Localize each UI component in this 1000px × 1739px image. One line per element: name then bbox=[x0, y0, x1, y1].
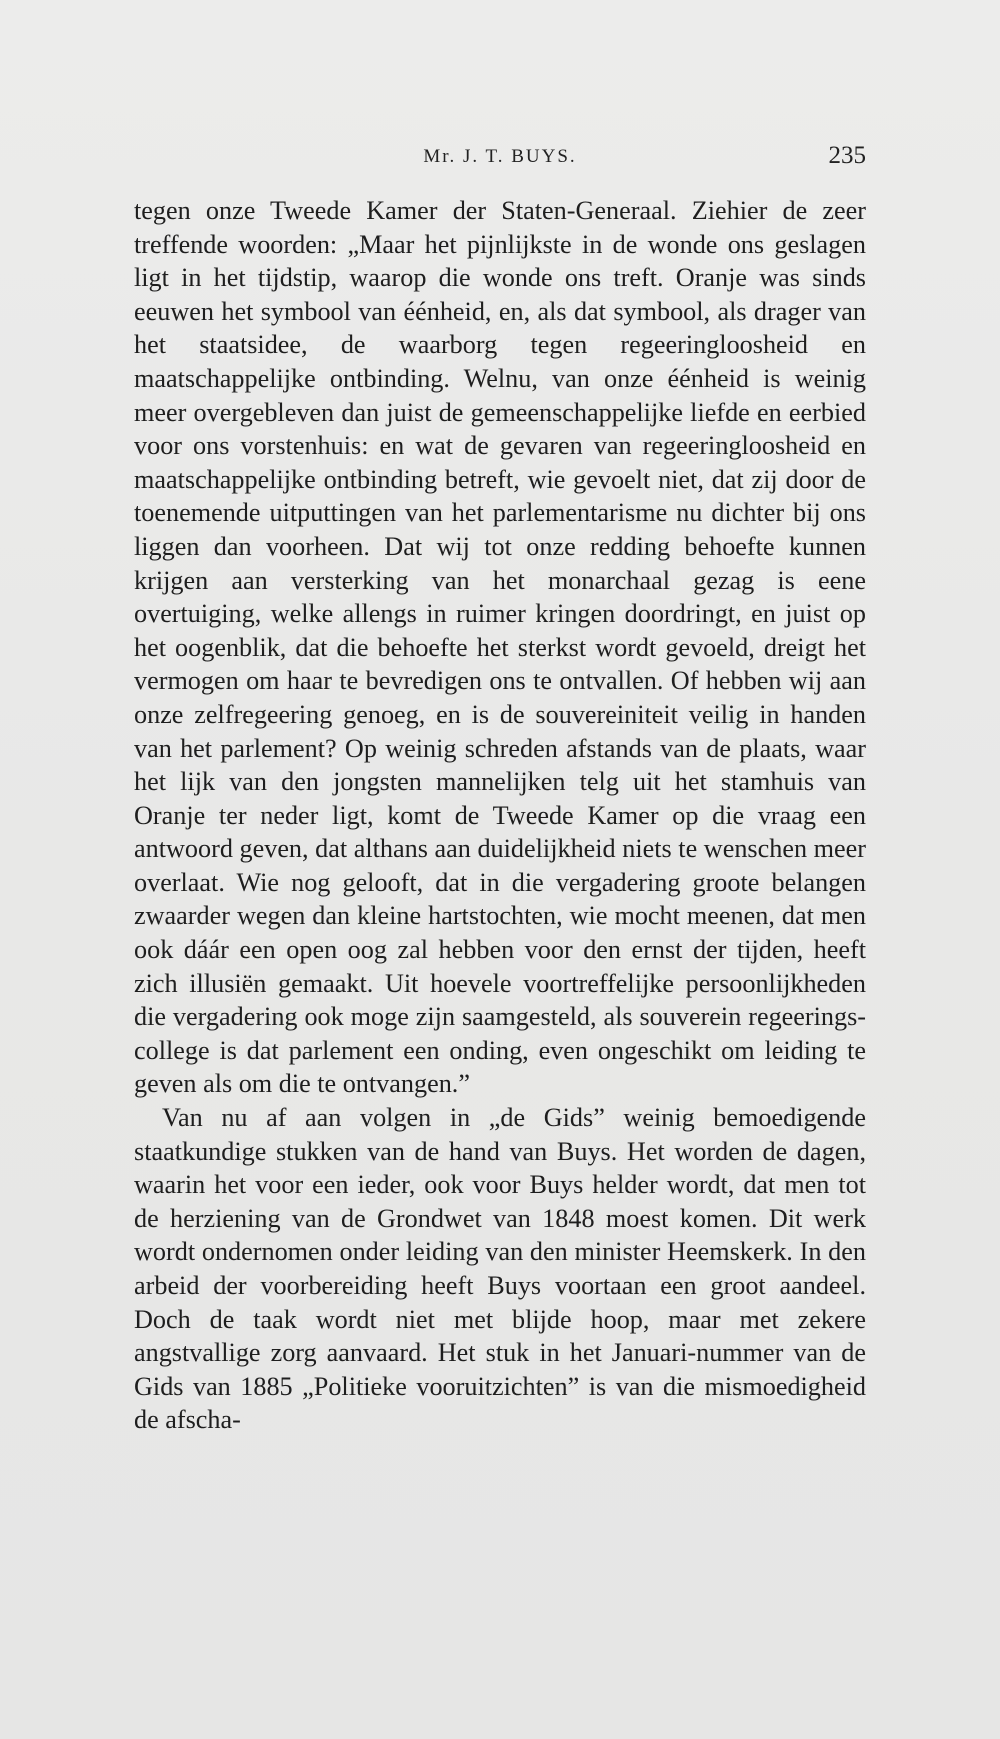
running-head bbox=[134, 142, 866, 176]
page-number: 235 bbox=[828, 142, 866, 169]
body-text bbox=[134, 194, 866, 1437]
running-title: Mr. J. T. BUYS. bbox=[423, 146, 577, 167]
paragraph-2: Van nu af aan volgen in „de Gids” weinig bemoedigende staatkundige stukken van de hand van Buys. Het worden de dagen, waarin het voor een ieder, ook voor Buys helder wordt, dat men tot de herziening van de Grondwet van 1848 moest komen. Dit werk wordt ondernomen onder leiding van den minister Heemskerk. In den arbeid der voorbereiding heeft Buys voortaan een groot aandeel. Doch de taak wordt niet met blijde hoop, maar met zekere angstvallige zorg aanvaard. Het stuk in het Januari-nummer van de Gids van 1885 „Politieke vooruitzichten” is van die mismoedigheid de afscha- bbox=[134, 1103, 866, 1435]
paragraph-1: tegen onze Tweede Kamer der Staten-Generaal. Ziehier de zeer treffende woorden: „Maar het pijnlijkste in de wonde ons geslagen ligt in het tijdstip, waarop die wonde ons treft. Oranje was sinds eeuwen het symbool van éénheid, en, als dat symbool, als drager van het staatsidee, de waarborg tegen regeeringloosheid en maatschappelijke ontbinding. Welnu, van onze éénheid is weinig meer overgebleven dan juist de gemeenschappelijke liefde en eerbied voor ons vorstenhuis: en wat de gevaren van regeeringloosheid en maatschappelijke ontbinding betreft, wie gevoelt niet, dat zij door de toenemende uitputtingen van het parlementarisme nu dichter bij ons liggen dan voorheen. Dat wij tot onze redding behoefte kunnen krijgen aan versterking van het monarchaal gezag is eene overtuiging, welke allengs in ruimer kringen doordringt, en juist op het oogenblik, dat die behoefte het sterkst wordt gevoeld, dreigt het vermogen om haar te bevredigen ons te ontvallen. Of hebben wij aan onze zelfregeering genoeg, en is de souvereiniteit veilig in handen van het parlement? Op weinig schreden afstands van de plaats, waar het lijk van den jongsten mannelijken telg uit het stamhuis van Oranje ter neder ligt, komt de Tweede Kamer op die vraag een antwoord geven, dat althans aan duidelijkheid niets te wenschen meer overlaat. Wie nog gelooft, dat in die vergadering groote belangen zwaarder wegen dan kleine hartstochten, wie mocht meenen, dat men ook dáár een open oog zal hebben voor den ernst der tijden, heeft zich illusiën gemaakt. Uit hoevele voortreffelijke persoonlijkheden die vergadering ook moge zijn saamgesteld, als souverein regeerings-college is dat parlement een onding, even ongeschikt om leiding te geven als om die te ontvangen.” bbox=[134, 196, 866, 1099]
